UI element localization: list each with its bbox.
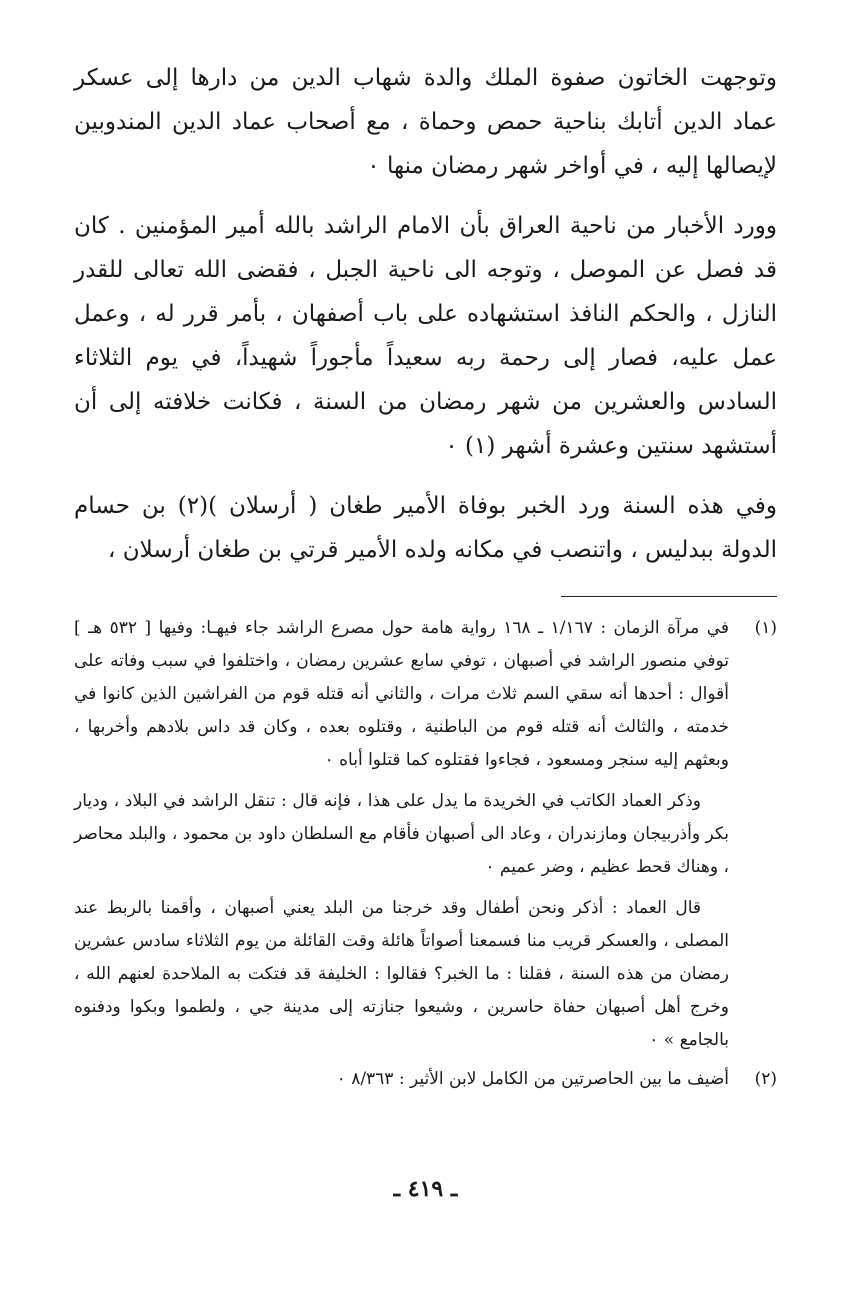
footnotes xyxy=(74,612,777,1096)
footnote-2 xyxy=(74,1063,777,1096)
footnote-2-number: (٢) xyxy=(754,1069,777,1089)
footnote-1 xyxy=(74,612,777,1057)
footnote-divider xyxy=(561,596,777,597)
footnote-1-part-3: قال العماد : أذكر ونحن أطفال وقد خرجنا من البلد يعني أصبهان ، وأقمنا بالربط عند المصلى ، والعسكر قريب منا فسمعنا أصواتاً هائلة وقت القائلة من يوم الثلاثاء سادس عشرين رمضان من هذه السنة ، فقلنا : ما الخبر؟ فقالوا : الخليفة قد فتكت به الملاحدة لعنهم الله ، وخرج أهل أصبهان حفاة حاسرين ، وشيعوا جنازته إلى مدينة جي ، ولطموا وبكوا ودفنوه بالجامع » ٠ xyxy=(74,898,729,1050)
footnote-2-text: أضيف ما بين الحاصرتين من الكامل لابن الأثير : ٨/٣٦٣ ٠ xyxy=(336,1069,729,1089)
footnote-1-part-1: في مرآة الزمان : ١/١٦٧ ـ ١٦٨ رواية هامة حول مصرع الراشد جاء فيهـا: وفيها [ ٥٣٢ هـ ] توفي منصور الراشد في أصبهان ، توفي سابع عشرين رمضان ، واختلفوا في سبب وفاته على أقوال : أحدها أنه سقي السم ثلاث مرات ، والثاني أنه قتله قوم من الفراشين الذين كانوا في خدمته ، والثالث أنه قتله قوم من الباطنية ، وقتلوه بعده ، وكان قد داس بلادهم وأخربها ، وبعثهم إليه سنجر ومسعود ، فجاءوا فقتلوه كما قتلوا أباه ٠ xyxy=(74,618,729,770)
footnote-1-number: (١) xyxy=(754,618,777,638)
main-text xyxy=(74,56,777,572)
footnote-2-body xyxy=(74,1063,729,1096)
paragraph-khatun: وتوجهت الخاتون صفوة الملك والدة شهاب الدين من دارها إلى عسكر عماد الدين أتابك بناحية حمص وحماة ، مع أصحاب عماد الدين المندوبين لإيصالها إليه ، في أواخر شهر رمضان منها ٠ xyxy=(74,65,777,179)
page-number: ـ ٤١٩ ـ xyxy=(393,1176,458,1202)
paragraph-rashid: وورد الأخبار من ناحية العراق بأن الامام الراشد بالله أمير المؤمنين . كان قد فصل عن الموصل ، وتوجه الى ناحية الجبل ، فقضى الله تعالى للقدر النازل ، والحكم النافذ استشهاده على باب أصفهان ، بأمر قرر له ، وعمل عمل عليه، فصار إلى رحمة ربه سعيداً مأجوراً شهيداً، في يوم الثلاثاء السادس والعشرين من شهر رمضان من السنة ، فكانت خلافته إلى أن أستشهد سنتين وعشرة أشهر (١) ٠ xyxy=(74,213,777,459)
footnote-1-part-2: وذكر العماد الكاتب في الخريدة ما يدل على هذا ، فإنه قال : تنقل الراشد في البلاد ، وديار بكر وأذربيجان ومازندران ، وعاد الى أصبهان فأقام مع السلطان داود بن محمود ، والبلد محاصر ، وهناك قحط عظيم ، وضر عميم ٠ xyxy=(74,791,729,877)
paragraph-toghan: وفي هذه السنة ورد الخبر بوفاة الأمير طغان ( أرسلان )(٢) بن حسام الدولة ببدليس ، واتنصب في مكانه ولده الأمير قرتي بن طغان أرسلان ، xyxy=(74,493,777,563)
footnote-1-body xyxy=(74,612,729,1057)
